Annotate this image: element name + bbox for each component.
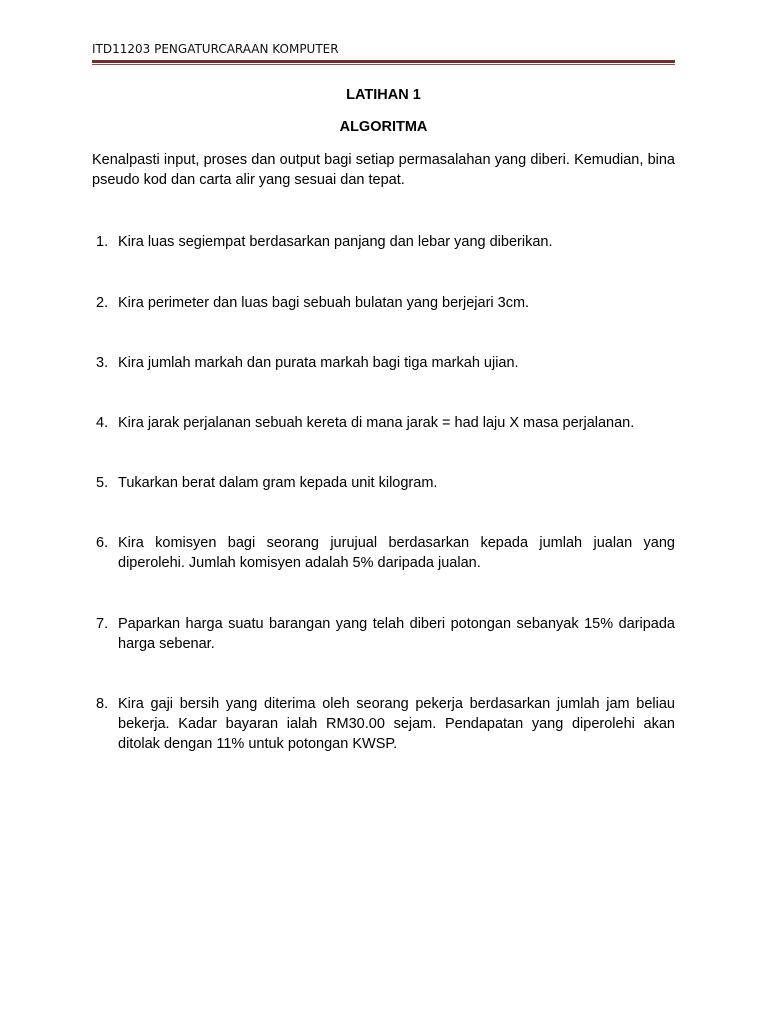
question-number: 7. [96, 616, 109, 632]
question-number: 2. [96, 295, 109, 311]
question-text: Paparkan harga suatu barangan yang telah diberi potongan sebanyak 15% daripada harga sebenar. [118, 616, 675, 652]
question-text: Kira jarak perjalanan sebuah kereta di mana jarak = had laju X masa perjalanan. [118, 415, 635, 431]
question-number: 3. [96, 355, 109, 371]
document-title: LATIHAN 1 [346, 87, 421, 103]
instructions-paragraph: Kenalpasti input, proses dan output bagi setiap permasalahan yang diberi. Kemudian, bina pseudo kod dan carta alir yang sesuai dan tepat. [92, 152, 675, 188]
question-item [92, 232, 675, 252]
question-item [92, 694, 675, 754]
question-item [92, 413, 675, 433]
header-rule [92, 60, 675, 63]
question-number: 6. [96, 535, 109, 551]
question-item [92, 533, 675, 573]
question-number: 8. [96, 696, 109, 712]
question-text: Kira gaji bersih yang diterima oleh seorang pekerja berdasarkan jumlah jam beliau bekerja. Kadar bayaran ialah RM30.00 sejam. Pendapatan yang diperolehi akan ditolak dengan 11% untuk potongan KWSP. [118, 696, 675, 752]
question-number: 4. [96, 415, 109, 431]
question-text: Tukarkan berat dalam gram kepada unit kilogram. [118, 475, 438, 491]
question-item [92, 293, 675, 313]
question-item [92, 473, 675, 493]
question-text: Kira luas segiempat berdasarkan panjang dan lebar yang diberikan. [118, 234, 553, 250]
question-item [92, 353, 675, 373]
question-number: 5. [96, 475, 109, 491]
header-rule-thin [92, 64, 675, 65]
question-item [92, 614, 675, 654]
question-text: Kira jumlah markah dan purata markah bagi tiga markah ujian. [118, 355, 519, 371]
question-text: Kira perimeter dan luas bagi sebuah bulatan yang berjejari 3cm. [118, 295, 530, 311]
question-text: Kira komisyen bagi seorang jurujual berdasarkan kepada jumlah jualan yang diperolehi. Jumlah komisyen adalah 5% daripada jualan. [118, 535, 675, 571]
document-subtitle: ALGORITMA [339, 119, 428, 135]
page-header-course: ITD11203 PENGATURCARAAN KOMPUTER [92, 42, 339, 56]
question-number: 1. [96, 234, 109, 250]
